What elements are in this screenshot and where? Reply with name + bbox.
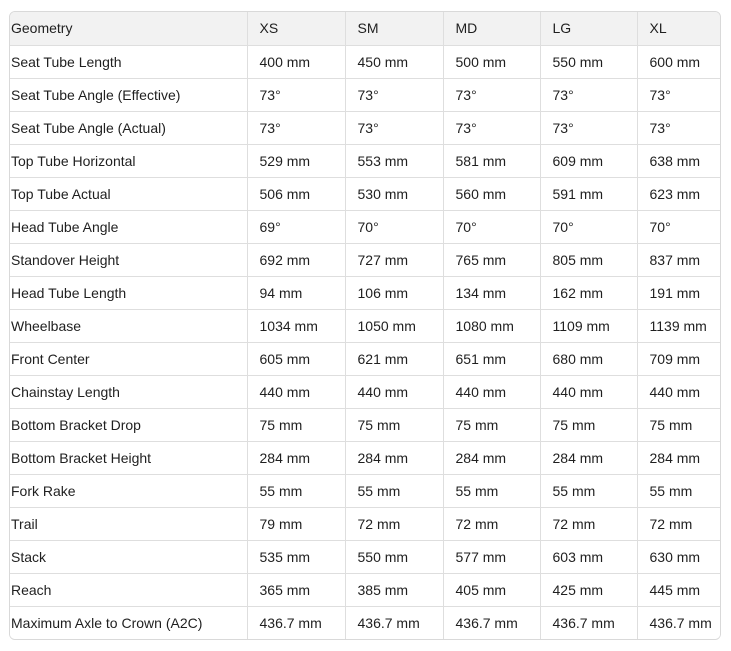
lg-value-cell: 284 mm [540,441,637,474]
xs-value-cell: 75 mm [247,408,345,441]
md-value-cell: 765 mm [443,243,540,276]
geometry-label-cell: Front Center [10,342,247,375]
xs-value-cell: 284 mm [247,441,345,474]
lg-value-cell: 162 mm [540,276,637,309]
table-row [10,606,721,639]
sm-value-cell: 550 mm [345,540,443,573]
xs-value-cell: 692 mm [247,243,345,276]
md-value-cell: 284 mm [443,441,540,474]
sm-value-cell: 73° [345,111,443,144]
md-value-cell: 500 mm [443,45,540,78]
geometry-label-cell: Maximum Axle to Crown (A2C) [10,606,247,639]
geometry-label-cell: Chainstay Length [10,375,247,408]
sm-value-cell: 440 mm [345,375,443,408]
geometry-label-cell: Bottom Bracket Height [10,441,247,474]
md-value-cell: 70° [443,210,540,243]
xl-value-cell: 436.7 mm [637,606,721,639]
xl-value-cell: 73° [637,78,721,111]
md-value-cell: 134 mm [443,276,540,309]
xl-value-cell: 709 mm [637,342,721,375]
xs-value-cell: 506 mm [247,177,345,210]
table-header [10,12,721,45]
md-value-cell: 405 mm [443,573,540,606]
xs-value-cell: 73° [247,111,345,144]
xl-value-cell: 630 mm [637,540,721,573]
geometry-label-cell: Trail [10,507,247,540]
md-value-cell: 75 mm [443,408,540,441]
xs-value-cell: 535 mm [247,540,345,573]
geometry-label-cell: Top Tube Actual [10,177,247,210]
sm-value-cell: 553 mm [345,144,443,177]
table-row [10,375,721,408]
geometry-label-cell: Stack [10,540,247,573]
xs-value-cell: 436.7 mm [247,606,345,639]
sm-value-cell: 530 mm [345,177,443,210]
header-xl: XL [637,12,721,45]
geometry-label-cell: Fork Rake [10,474,247,507]
lg-value-cell: 436.7 mm [540,606,637,639]
geometry-label-cell: Bottom Bracket Drop [10,408,247,441]
xs-value-cell: 94 mm [247,276,345,309]
sm-value-cell: 106 mm [345,276,443,309]
xs-value-cell: 529 mm [247,144,345,177]
xl-value-cell: 837 mm [637,243,721,276]
lg-value-cell: 440 mm [540,375,637,408]
md-value-cell: 560 mm [443,177,540,210]
lg-value-cell: 1109 mm [540,309,637,342]
lg-value-cell: 603 mm [540,540,637,573]
md-value-cell: 55 mm [443,474,540,507]
geometry-label-cell: Standover Height [10,243,247,276]
md-value-cell: 436.7 mm [443,606,540,639]
md-value-cell: 651 mm [443,342,540,375]
table-row [10,540,721,573]
table-row [10,342,721,375]
md-value-cell: 581 mm [443,144,540,177]
table-row [10,45,721,78]
geometry-label-cell: Head Tube Angle [10,210,247,243]
table-row [10,507,721,540]
table-body [10,45,721,639]
sm-value-cell: 284 mm [345,441,443,474]
geometry-label-cell: Seat Tube Angle (Actual) [10,111,247,144]
md-value-cell: 440 mm [443,375,540,408]
header-row [10,12,721,45]
header-lg: LG [540,12,637,45]
sm-value-cell: 621 mm [345,342,443,375]
lg-value-cell: 680 mm [540,342,637,375]
sm-value-cell: 55 mm [345,474,443,507]
md-value-cell: 73° [443,78,540,111]
xl-value-cell: 638 mm [637,144,721,177]
header-sm: SM [345,12,443,45]
table-row [10,309,721,342]
md-value-cell: 73° [443,111,540,144]
geometry-label-cell: Wheelbase [10,309,247,342]
md-value-cell: 577 mm [443,540,540,573]
lg-value-cell: 73° [540,78,637,111]
geometry-label-cell: Seat Tube Length [10,45,247,78]
geometry-label-cell: Seat Tube Angle (Effective) [10,78,247,111]
xs-value-cell: 605 mm [247,342,345,375]
header-md: MD [443,12,540,45]
table-row [10,177,721,210]
xl-value-cell: 600 mm [637,45,721,78]
sm-value-cell: 436.7 mm [345,606,443,639]
xl-value-cell: 72 mm [637,507,721,540]
lg-value-cell: 72 mm [540,507,637,540]
geometry-label-cell: Top Tube Horizontal [10,144,247,177]
sm-value-cell: 385 mm [345,573,443,606]
xl-value-cell: 1139 mm [637,309,721,342]
table-row [10,573,721,606]
table-row [10,210,721,243]
xs-value-cell: 55 mm [247,474,345,507]
xl-value-cell: 284 mm [637,441,721,474]
xl-value-cell: 623 mm [637,177,721,210]
sm-value-cell: 73° [345,78,443,111]
lg-value-cell: 425 mm [540,573,637,606]
xl-value-cell: 191 mm [637,276,721,309]
lg-value-cell: 550 mm [540,45,637,78]
table-row [10,276,721,309]
sm-value-cell: 75 mm [345,408,443,441]
xs-value-cell: 365 mm [247,573,345,606]
table-row [10,111,721,144]
sm-value-cell: 1050 mm [345,309,443,342]
lg-value-cell: 609 mm [540,144,637,177]
lg-value-cell: 55 mm [540,474,637,507]
geometry-label-cell: Reach [10,573,247,606]
xl-value-cell: 73° [637,111,721,144]
lg-value-cell: 591 mm [540,177,637,210]
geometry-table [10,12,721,639]
lg-value-cell: 73° [540,111,637,144]
xs-value-cell: 440 mm [247,375,345,408]
header-xs: XS [247,12,345,45]
table-row [10,78,721,111]
xs-value-cell: 73° [247,78,345,111]
xl-value-cell: 55 mm [637,474,721,507]
xs-value-cell: 400 mm [247,45,345,78]
geometry-label-cell: Head Tube Length [10,276,247,309]
header-geometry: Geometry [10,12,247,45]
table-row [10,441,721,474]
xl-value-cell: 70° [637,210,721,243]
sm-value-cell: 72 mm [345,507,443,540]
geometry-table-container [9,11,721,640]
table-row [10,408,721,441]
xl-value-cell: 75 mm [637,408,721,441]
xs-value-cell: 79 mm [247,507,345,540]
xs-value-cell: 1034 mm [247,309,345,342]
xl-value-cell: 445 mm [637,573,721,606]
md-value-cell: 1080 mm [443,309,540,342]
md-value-cell: 72 mm [443,507,540,540]
table-row [10,144,721,177]
lg-value-cell: 75 mm [540,408,637,441]
xl-value-cell: 440 mm [637,375,721,408]
lg-value-cell: 70° [540,210,637,243]
sm-value-cell: 450 mm [345,45,443,78]
table-row [10,474,721,507]
table-row [10,243,721,276]
sm-value-cell: 727 mm [345,243,443,276]
lg-value-cell: 805 mm [540,243,637,276]
sm-value-cell: 70° [345,210,443,243]
xs-value-cell: 69° [247,210,345,243]
